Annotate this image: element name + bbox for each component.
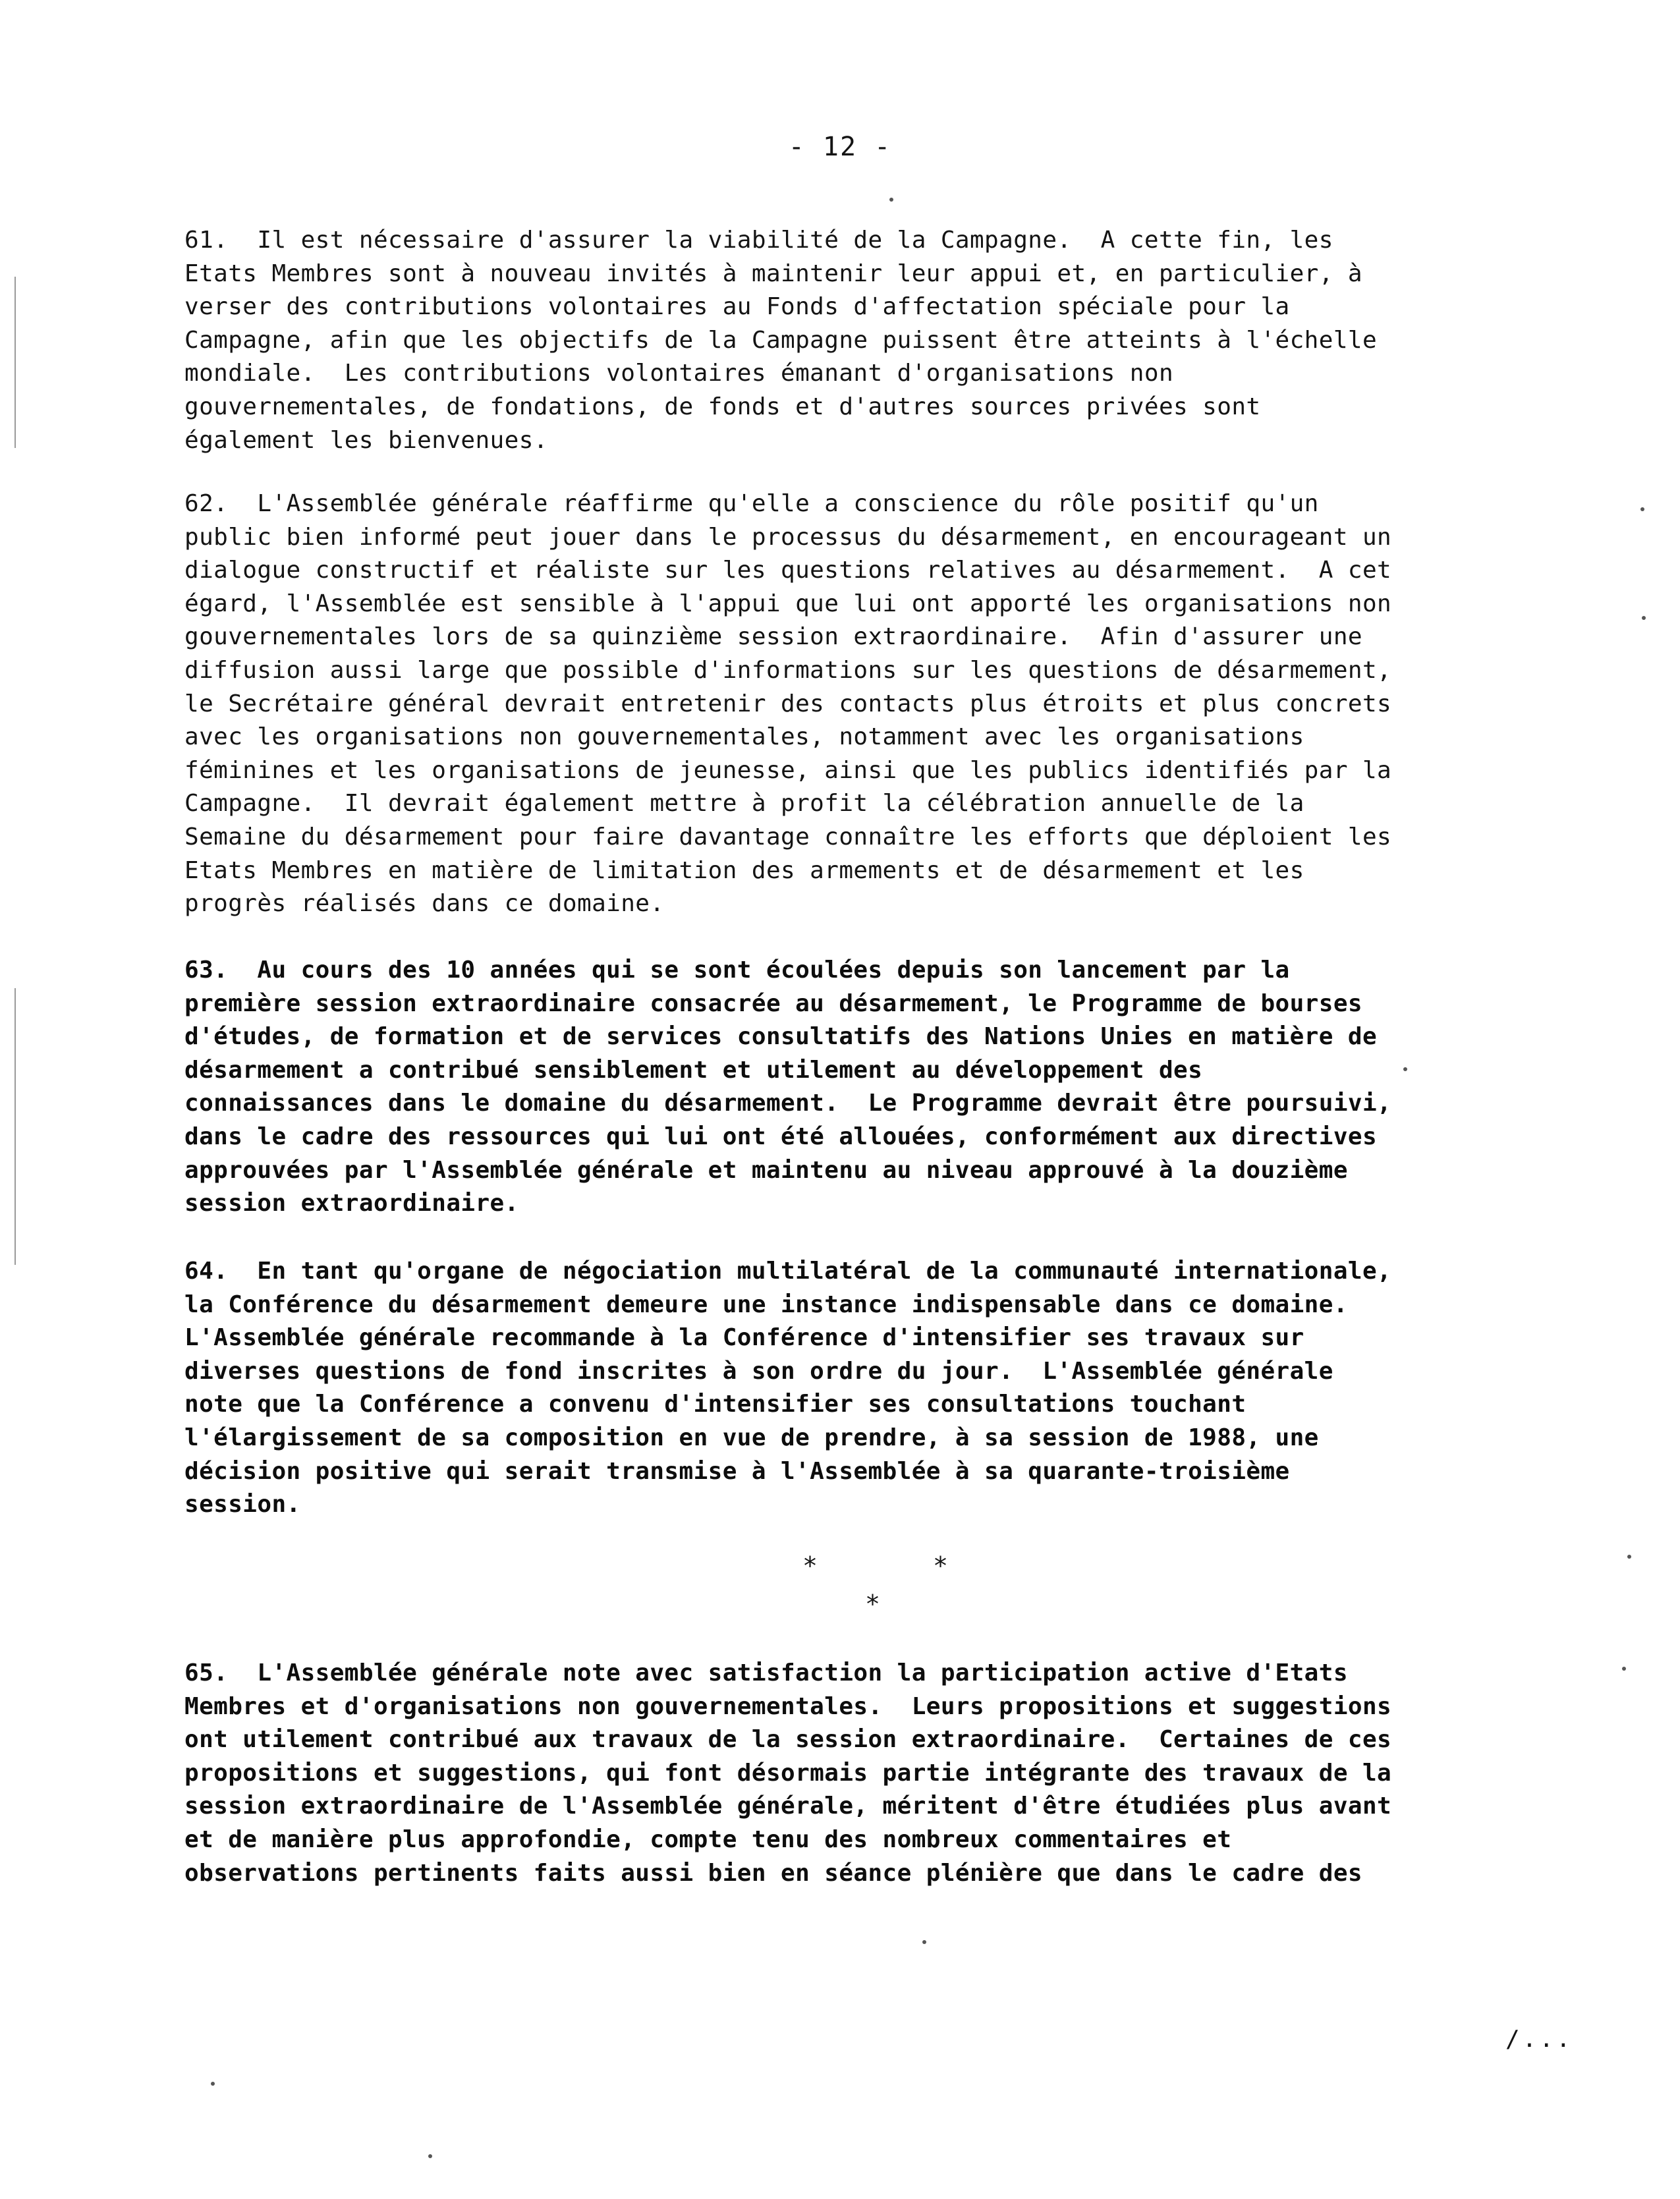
scan-margin-line <box>14 988 16 1265</box>
paragraph-63: 63. Au cours des 10 années qui se sont écoulées depuis son lancement par la première session extraordinaire consacrée au désarmement, le Programme de bourses d'études, de formation et de services consultatifs des Nations Unies en matière de désarmement a contribué sensiblement et utilement au développement des connaissances dans le domaine du désarmement. Le Programme devrait être poursuivi, dans le cadre des ressources qui lui ont été allouées, conformément aux directives approuvées par l'Assemblée générale et maintenu au niveau approuvé à la douzième session extraordinaire. <box>184 957 1392 1217</box>
continuation-mark: /... <box>1505 2026 1573 2053</box>
scan-margin-line <box>14 277 16 448</box>
scan-speck <box>1627 1555 1631 1559</box>
section-separator <box>758 1551 955 1624</box>
separator-star-icon: * <box>866 1590 879 1619</box>
scan-speck <box>1642 616 1646 620</box>
paragraph-62: 62. L'Assemblée générale réaffirme qu'elle a conscience du rôle positif qu'un public bien informé peut jouer dans le processus du désarmement, en encourageant un dialogue constructif et réaliste sur les questions relatives au désarmement. A cet égard, l'Assemblée est sensible à l'appui que lui ont apporté les organisations non gouvernementales lors de sa quinzième session extraordinaire. Afin d'assurer une diffusion aussi large que possible d'informations sur les questions de désarmement, le Secrétaire général devrait entretenir des contacts plus étroits et plus concrets avec les organisations non gouvernementales, notamment avec les organisations féminines et les organisations de jeunesse, ainsi que les publics identifiés par la Campagne. Il devrait également mettre à profit la célébration annuelle de la Semaine du désarmement pour faire davantage connaître les efforts que déploient les Etats Membres en matière de limitation des armements et de désarmement et les progrès réalisés dans ce domaine. <box>184 490 1392 918</box>
scan-speck <box>1403 1067 1407 1071</box>
scan-speck <box>1640 507 1644 511</box>
paragraph-65: 65. L'Assemblée générale note avec satisfaction la participation active d'Etats Membres et d'organisations non gouvernementales. Leurs propositions et suggestions ont utilement contribué aux travaux de la session extraordinaire. Certaines de ces propositions et suggestions, qui font désormais partie intégrante des travaux de la session extraordinaire de l'Assemblée générale, méritent d'être étudiées plus avant et de manière plus approfondie, compte tenu des nombreux commentaires et observations pertinents faits aussi bien en séance plénière que dans le cadre des <box>184 1659 1392 1887</box>
scan-speck <box>211 2082 215 2086</box>
scan-speck <box>889 198 893 202</box>
scan-speck <box>428 2154 432 2158</box>
paragraph-61: 61. Il est nécessaire d'assurer la viabilité de la Campagne. A cette fin, les Etats Membres sont à nouveau invités à maintenir leur appui et, en particulier, à verser des contributions volontaires au Fonds d'affectation spéciale pour la Campagne, afin que les objectifs de la Campagne puissent être atteints à l'échelle mondiale. Les contributions volontaires émanant d'organisations non gouvernementales, de fondations, de fonds et d'autres sources privées sont également les bienvenues. <box>184 227 1378 454</box>
paragraph-64: 64. En tant qu'organe de négociation multilatéral de la communauté internationale, la Conférence du désarmement demeure une instance indispensable dans ce domaine. L'Assemblée générale recommande à la Conférence d'intensifier ses travaux sur diverses questions de fond inscrites à son ordre du jour. L'Assemblée générale note que la Conférence a convenu d'intensifier ses consultations touchant l'élargissement de sa composition en vue de prendre, à sa session de 1988, une décision positive qui serait transmise à l'Assemblée à sa quarante-troisième session. <box>184 1258 1392 1518</box>
separator-star-icon: * <box>934 1551 947 1580</box>
separator-star-icon: * <box>804 1551 816 1580</box>
scan-speck <box>1622 1667 1626 1671</box>
scan-speck <box>922 1940 926 1944</box>
page-number: - 12 - <box>788 132 892 162</box>
